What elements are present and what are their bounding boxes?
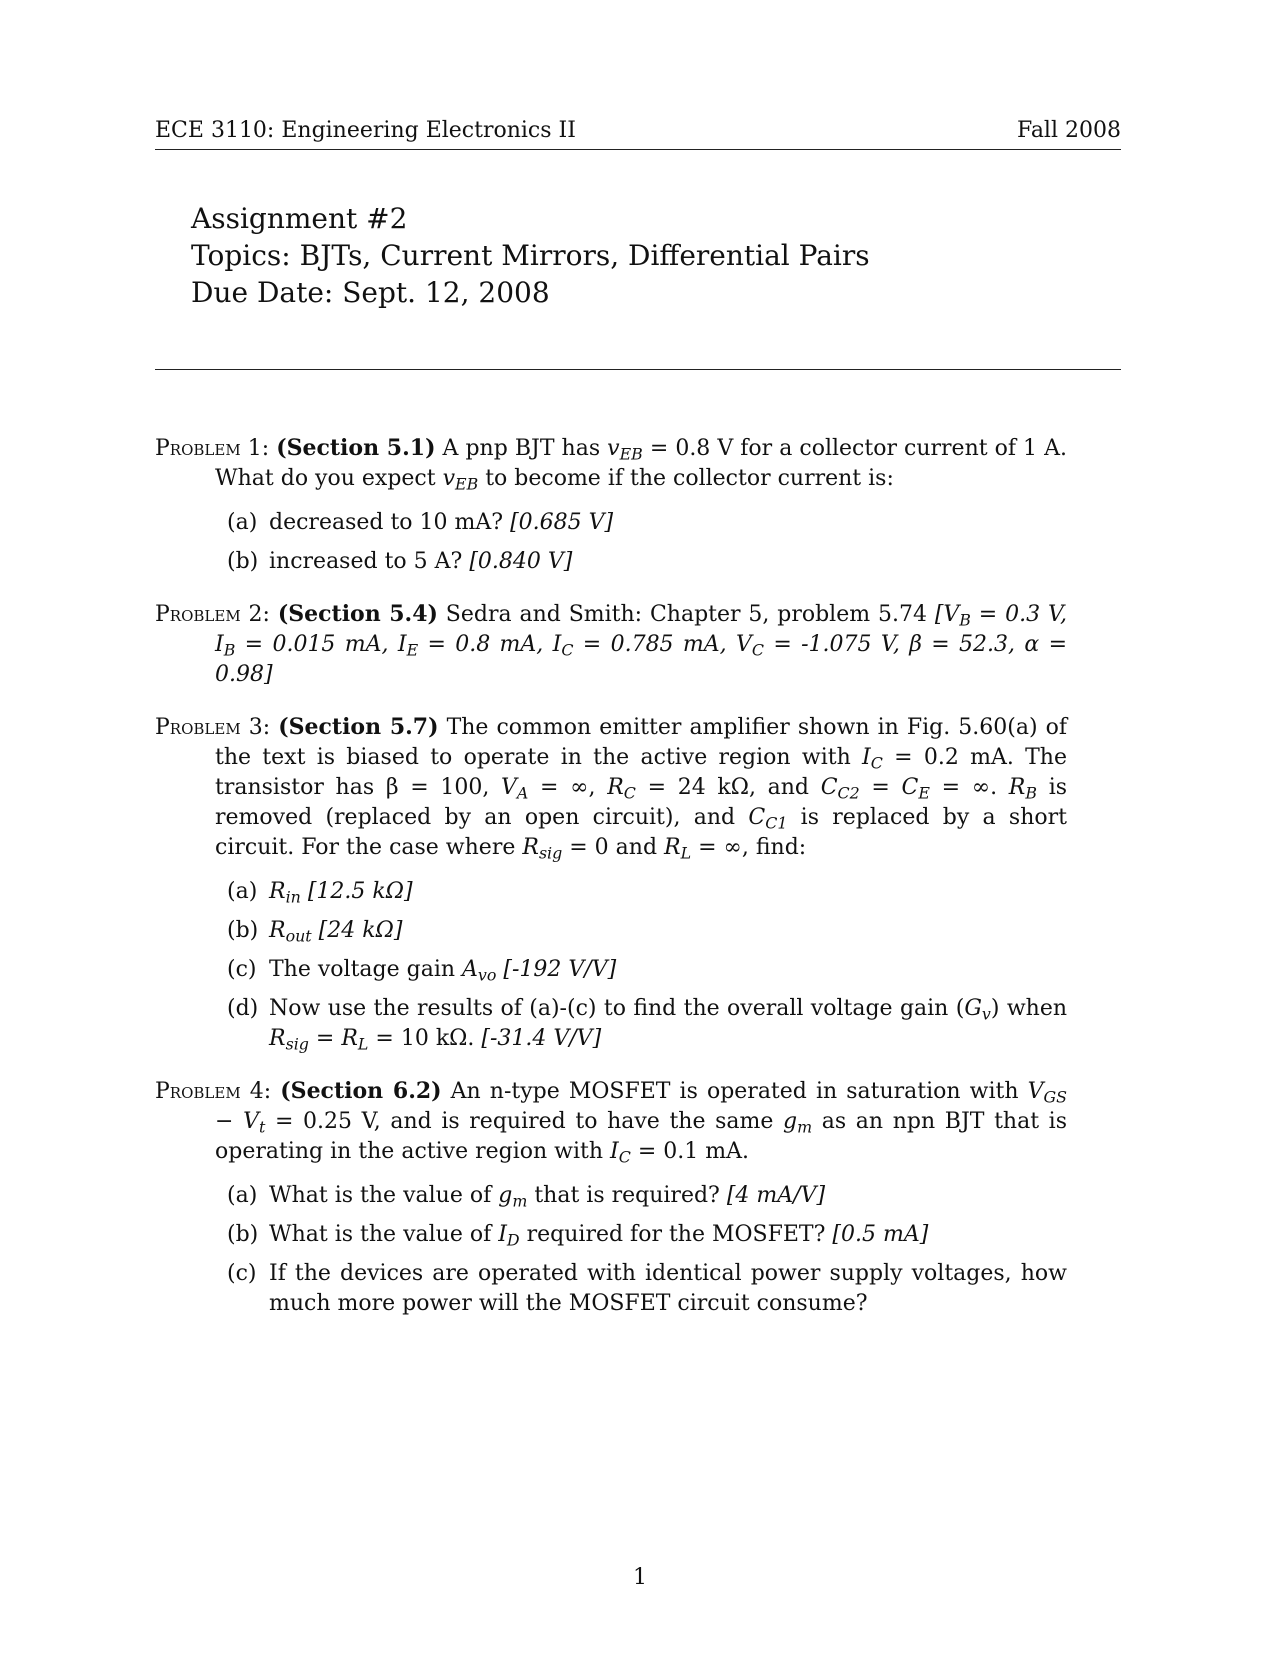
assignment-title-block bbox=[191, 200, 870, 311]
sub-question bbox=[227, 916, 1067, 946]
answer: [4 mA/V] bbox=[726, 1183, 826, 1208]
sub-question-label: (b) bbox=[227, 549, 259, 574]
problem-label: Problem 1: bbox=[155, 436, 270, 461]
answer: [$V_B = 0.3$ V, $I_B = 0.015$ mA, $I_E = 0.8$ mA, $I_C = 0.785$ mA, $V_C = -1.075$ V, β = 52.3, α = 0.98] bbox=[215, 602, 1067, 687]
term: Fall 2008 bbox=[1017, 118, 1121, 143]
assignment-due-date: Due Date: Sept. 12, 2008 bbox=[191, 276, 550, 309]
sub-question-text: $R_{in}$ [12.5 kΩ] bbox=[269, 879, 413, 907]
problem-list bbox=[155, 433, 1067, 1341]
sub-question-text: What is the value of $I_D$ required for the MOSFET? [0.5 mA] bbox=[269, 1222, 929, 1250]
sub-question-text: increased to 5 A? [0.840 V] bbox=[269, 549, 573, 574]
problem-3 bbox=[155, 712, 1067, 1054]
sub-question bbox=[227, 1181, 1067, 1211]
assignment-title: Assignment #2 bbox=[191, 202, 408, 235]
page-number: 1 bbox=[633, 1565, 647, 1590]
sub-question-label: (b) bbox=[227, 918, 259, 943]
problem-text: Problem 1: (Section 5.1) A pnp BJT has $v_{EB} = 0.8$ V for a collector current of 1 A. What do you expect $v_{EB}$ to become if the collector current is: bbox=[155, 435, 1067, 494]
page-header bbox=[155, 118, 1121, 150]
sub-question bbox=[227, 955, 1067, 985]
problem-section: (Section 5.4) bbox=[277, 601, 438, 627]
problem-label: Problem 4: bbox=[155, 1079, 272, 1104]
answer: [0.840 V] bbox=[469, 549, 573, 574]
problem-text: Problem 4: (Section 6.2) An n-type MOSFET is operated in saturation with $V_{GS} - V_t = 0.25$ V, and is required to have the same $g_m$ as an npn BJT that is operating in the active region with $I_C = 0.1$ mA. bbox=[155, 1078, 1067, 1167]
assignment-topics: Topics: BJTs, Current Mirrors, Differential Pairs bbox=[191, 239, 870, 272]
sub-question-label: (a) bbox=[227, 879, 258, 904]
sub-question bbox=[227, 508, 1067, 538]
problem-label: Problem 3: bbox=[155, 715, 271, 740]
sub-question-list bbox=[155, 877, 1067, 1054]
problem-section: (Section 5.1) bbox=[276, 435, 436, 461]
answer: [0.5 mA] bbox=[832, 1222, 929, 1247]
sub-question-text: $R_{out}$ [24 kΩ] bbox=[269, 918, 403, 946]
problem-text: Problem 2: (Section 5.4) Sedra and Smith: Chapter 5, problem 5.74 [$V_B = 0.3$ V, $I_B = 0.015$ mA, $I_E = 0.8$ mA, $I_C = 0.785$ mA, $V_C = -1.075$ V, β = 52.3, α = 0.98] bbox=[155, 601, 1067, 687]
sub-question-list bbox=[155, 1181, 1067, 1319]
sub-question-text: Now use the results of (a)-(c) to find the overall voltage gain $(G_v)$ when $R_{sig} = R_L = 10$ kΩ. [-31.4 V/V] bbox=[269, 996, 1068, 1054]
problem-section: (Section 5.7) bbox=[278, 714, 439, 740]
answer: [12.5 kΩ] bbox=[307, 879, 413, 904]
problem-2 bbox=[155, 599, 1067, 690]
problem-4 bbox=[155, 1076, 1067, 1319]
sub-question-label: (d) bbox=[227, 996, 259, 1021]
sub-question-text: decreased to 10 mA? [0.685 V] bbox=[269, 510, 614, 535]
sub-question-text: If the devices are operated with identical power supply voltages, how much more power will the MOSFET circuit consume? bbox=[269, 1261, 1067, 1316]
sub-question bbox=[227, 1259, 1067, 1319]
sub-question-label: (b) bbox=[227, 1222, 259, 1247]
answer: [0.685 V] bbox=[510, 510, 614, 535]
divider bbox=[155, 369, 1121, 370]
sub-question-label: (a) bbox=[227, 1183, 258, 1208]
course-title: ECE 3110: Engineering Electronics II bbox=[155, 118, 576, 143]
sub-question-text: The voltage gain $A_{vo}$ [-192 V/V] bbox=[269, 957, 617, 985]
sub-question bbox=[227, 1220, 1067, 1250]
problem-text: Problem 3: (Section 5.7) The common emitter amplifier shown in Fig. 5.60(a) of the text is biased to operate in the active region with $I_C = 0.2$ mA. The transistor has β = 100, $V_A$ = ∞, $R_C = 24$ kΩ, and $C_{C2} = C_E$ = ∞. $R_B$ is removed (replaced by an open circuit), and $C_{C1}$ is replaced by a short circuit. For the case where $R_{sig} = 0$ and $R_L$ = ∞, find: bbox=[155, 714, 1068, 863]
sub-question-label: (c) bbox=[227, 957, 257, 982]
answer: [24 kΩ] bbox=[318, 918, 403, 943]
problem-1 bbox=[155, 433, 1067, 577]
sub-question-label: (c) bbox=[227, 1261, 257, 1286]
answer: [-192 V/V] bbox=[503, 957, 617, 982]
problem-label: Problem 2: bbox=[155, 602, 270, 627]
problem-section: (Section 6.2) bbox=[280, 1078, 442, 1104]
sub-question bbox=[227, 877, 1067, 907]
answer: [-31.4 V/V] bbox=[481, 1026, 602, 1051]
sub-question-list bbox=[155, 508, 1067, 577]
sub-question-text: What is the value of $g_m$ that is required? [4 mA/V] bbox=[269, 1183, 826, 1211]
sub-question-label: (a) bbox=[227, 510, 258, 535]
sub-question bbox=[227, 547, 1067, 577]
sub-question bbox=[227, 994, 1067, 1054]
